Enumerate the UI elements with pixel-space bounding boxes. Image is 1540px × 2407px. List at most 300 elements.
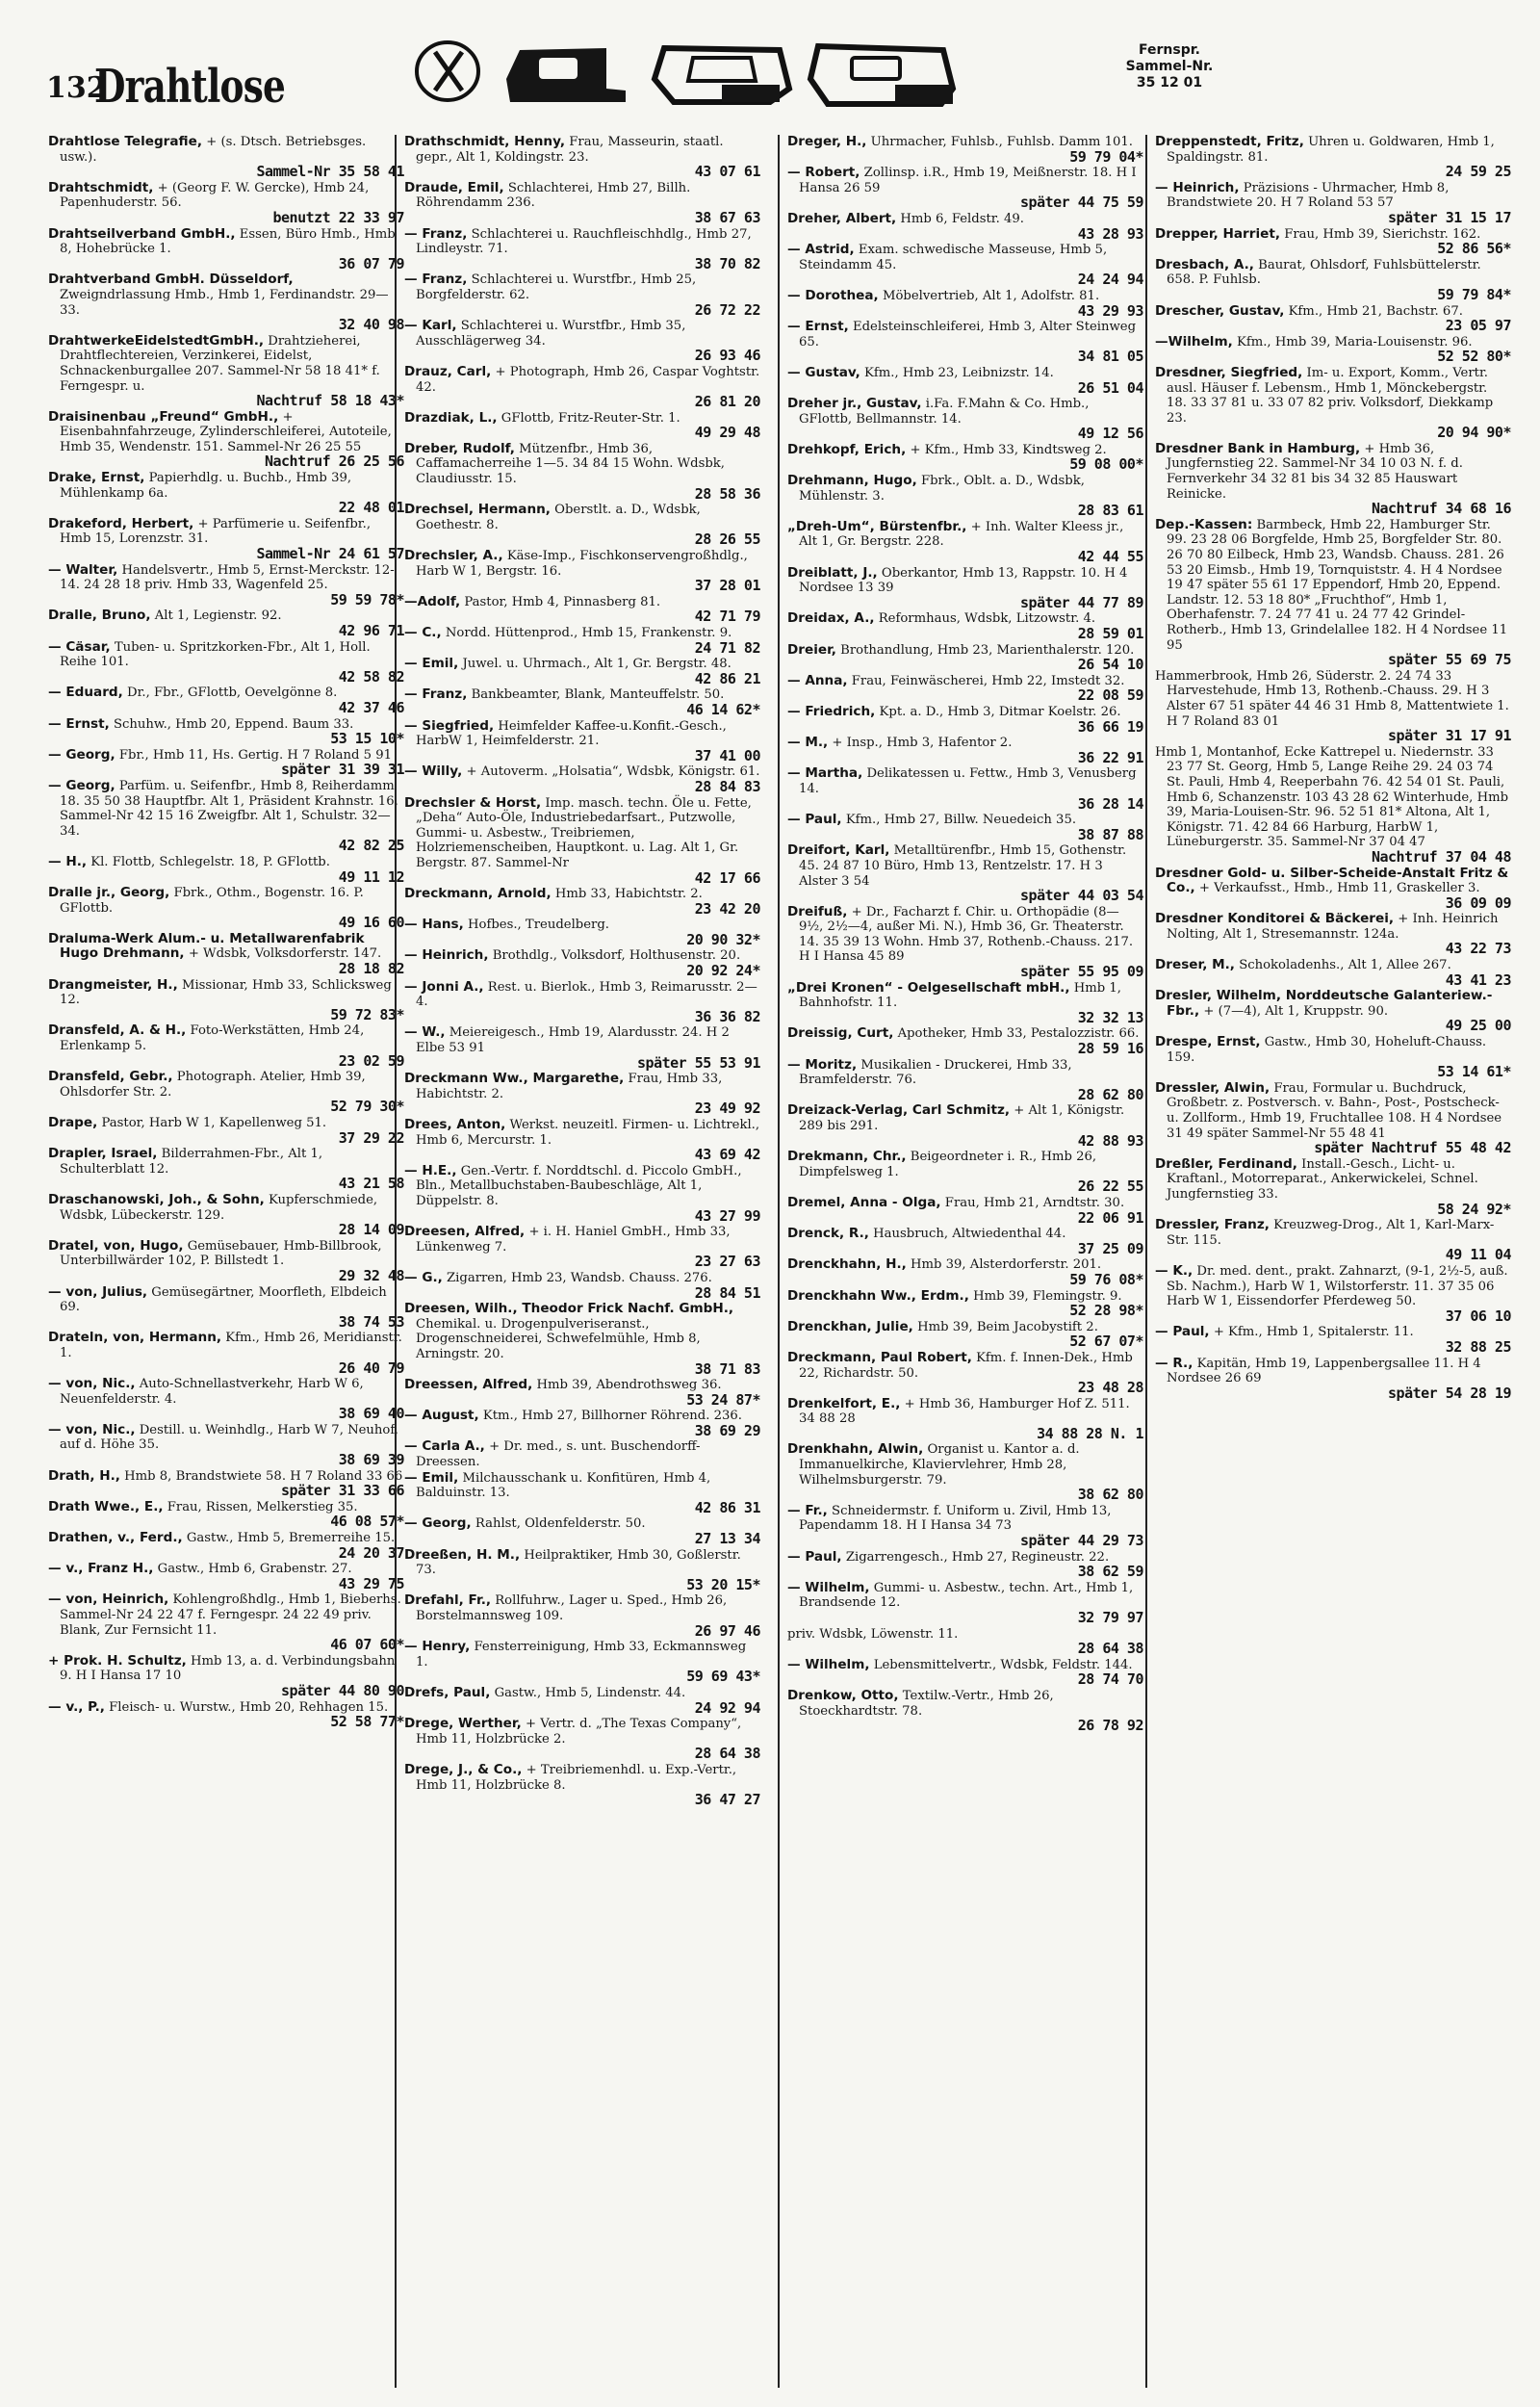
entry-text: Organist u. Kantor a. d. Immanuelkirche, Klaviervlehrer, Hmb 28, Wilhelmsburgerstr. 79. <box>799 1442 1080 1488</box>
directory-entry <box>48 563 404 608</box>
entry-phone: 26 97 46 <box>694 1621 760 1640</box>
entry-text: Fbr., Hmb 11, Hs. Gertig. H 7 Roland 5 91 <box>118 747 393 763</box>
directory-entry <box>787 289 1143 319</box>
entry-name: — Franz, <box>404 686 468 703</box>
entry-name: Dreier, <box>787 641 836 658</box>
entry-text: Oberstlt. a. D., Wdsbk, Goethestr. 8. <box>416 503 701 532</box>
entry-name: Drefs, Paul, <box>404 1684 491 1700</box>
directory-entry <box>404 549 760 594</box>
entry-phone: 34 81 05 <box>1077 348 1143 366</box>
entry-name: — Dorothea, <box>787 287 879 303</box>
entry-phone: 26 40 79 <box>338 1359 404 1377</box>
entry-phone: 37 41 00 <box>694 746 760 764</box>
column-divider <box>395 135 397 2388</box>
entry-name: Drege, J., & Co., <box>404 1761 523 1777</box>
entry-text: Frau, Formular u. Buchdruck, Großbetr. z. Postversch. v. Bahn-, Post-, Postscheck- u. Zollform., Hmb 19, Fruchtallee 108. H 4 Nordsee 31 49 später Sammel-Nr 55 48 41 <box>1167 1080 1502 1141</box>
directory-entry <box>787 1196 1143 1226</box>
entry-name: Drath, H., <box>48 1467 120 1484</box>
entry-name: — v., P., <box>48 1698 105 1715</box>
column-3 <box>787 135 1143 2388</box>
entry-name: — Hans, <box>404 917 464 933</box>
directory-entry <box>787 1227 1143 1256</box>
entry-phone: 34 88 28 N. 1 <box>1037 1424 1143 1442</box>
entry-name: — H., <box>48 853 88 869</box>
entry-text: + Insp., Hmb 3, Hafentor 2. <box>832 736 1013 751</box>
entry-text: Barmbeck, Hmb 22, Hamburger Str. 99. 23 28 06 Borgfelde, Hmb 25, Borgfelder Str. 80. 26 70 80 Eilbeck, Hmb 23, Wandsb. Chauss. 281. 26 53 20 Eimsb., Hmb 19, Tornquiststr. 4. H 4 Nordsee 19 47 später 55 61 17 Eppendorf, Hmb 20, Eppend. Landstr. 12. 53 18 80* „Fruchthof“, Hmb 1, Oberhafenstr. 7. 24 77 41 u. 24 77 42 Grindel-Rotherb., Hmb 13, Grindelallee 182. H 4 Nordsee 11 95 <box>1167 517 1508 653</box>
entry-phone: 43 41 23 <box>1445 971 1511 989</box>
entry-phone: 36 09 09 <box>1445 893 1511 912</box>
entry-text: Foto-Werkstätten, Hmb 24, Erlenkamp 5. <box>60 1023 365 1054</box>
directory-entry <box>48 779 404 854</box>
entry-name: — Siegfried, <box>404 717 495 734</box>
entry-text: Hmb 1, Bahnhofstr. 11. <box>799 980 1121 1011</box>
entry-phone: 26 81 20 <box>694 393 760 411</box>
entry-name: Dreifuß, <box>787 903 848 919</box>
directory-entry <box>1155 1325 1511 1355</box>
directory-entry <box>1155 669 1511 744</box>
entry-phone: 28 59 01 <box>1077 625 1143 642</box>
entry-phone: 53 14 61* <box>1437 1063 1511 1081</box>
directory-entry <box>48 717 404 747</box>
entry-phone: 43 29 75 <box>338 1574 404 1592</box>
directory-entry <box>1155 1035 1511 1080</box>
entry-text: Zollinsp. i.R., Hmb 19, Meißnerstr. 18. H I Hansa 26 59 <box>799 166 1137 195</box>
entry-phone: 42 86 31 <box>694 1498 760 1516</box>
entry-phone: 26 72 22 <box>694 300 760 319</box>
entry-name: Drespe, Ernst, <box>1155 1034 1261 1050</box>
entry-phone: Nachtruf 34 68 16 <box>1371 500 1511 518</box>
directory-entry <box>48 608 404 638</box>
entry-text: Hmb 39, Alsterdorferstr. 201. <box>911 1257 1102 1273</box>
entry-phone: später 55 53 91 <box>637 1053 760 1072</box>
entry-name: — M., <box>787 735 829 751</box>
entry-text: Bilderrahmen-Fbr., Alt 1, Schulterblatt 12. <box>60 1147 323 1177</box>
entry-phone: benutzt 22 33 97 <box>272 208 404 226</box>
entry-text: Fleisch- u. Wurstw., Hmb 20, Rehhagen 15. <box>109 1699 389 1715</box>
entry-name: —Adolf, <box>404 593 461 609</box>
entry-name: Dresdner, Siegfried, <box>1155 364 1303 380</box>
directory-entry <box>787 320 1143 365</box>
entry-phone: 43 27 99 <box>694 1206 760 1225</box>
entry-text: Delikatessen u. Fettw., Hmb 3, Venusberg 14. <box>799 766 1137 796</box>
entry-name: Draisinenbau „Freund“ GmbH., <box>48 408 279 425</box>
directory-entry <box>48 640 404 686</box>
entry-name: — Martha, <box>787 765 863 782</box>
directory-entry <box>48 1377 404 1422</box>
directory-entry <box>787 243 1143 288</box>
entry-phone: 28 83 61 <box>1077 502 1143 520</box>
directory-entry <box>787 1504 1143 1549</box>
directory-entry <box>787 813 1143 842</box>
entry-text: Käse-Imp., Fischkonservengroßhdlg., Harb W 1, Bergstr. 16. <box>416 549 748 579</box>
entry-text: Gastw., Hmb 5, Lindenstr. 44. <box>494 1685 686 1700</box>
entry-name: Dreizack-Verlag, Carl Schmitz, <box>787 1102 1011 1119</box>
entry-text: + Treibriemenhdl. u. Exp.-Vertr., Hmb 11, Holzbrücke 8. <box>416 1762 737 1793</box>
entry-text: Metalltürenfbr., Hmb 15, Gothenstr. 45. 24 87 10 Büro, Hmb 13, Rentzelstr. 17. H 3 Alster 3 54 <box>799 843 1127 889</box>
entry-text: + Photograph, Hmb 26, Caspar Voghtstr. 42. <box>416 364 760 395</box>
entry-name: Dransfeld, Gebr., <box>48 1069 173 1085</box>
entry-text: Edelsteinschleiferei, Hmb 3, Alter Steinweg 65. <box>799 320 1137 349</box>
directory-entry <box>404 181 760 226</box>
entry-name: — Ernst, <box>48 715 110 732</box>
entry-name: — G., <box>404 1269 443 1285</box>
entry-name: — Georg, <box>48 746 116 763</box>
entry-phone: Nachtruf 58 18 43* <box>256 392 404 410</box>
entry-text: + Hmb 36, Hamburger Hof Z. 511. 34 88 28 <box>799 1396 1130 1427</box>
entry-name: Drescher, Gustav, <box>1155 302 1285 319</box>
entry-name: — Emil, <box>404 1469 459 1486</box>
entry-text: Textilw.-Vertr., Hmb 26, Stoeckhardtstr. 78. <box>799 1688 1054 1719</box>
entry-phone: 42 17 66 <box>694 868 760 887</box>
directory-entry <box>48 1285 404 1331</box>
directory-entry <box>787 566 1143 611</box>
entry-text: Bankbeamter, Blank, Manteuffelstr. 50. <box>471 687 725 703</box>
directory-entry <box>48 1239 404 1284</box>
entry-phone: 28 59 16 <box>1077 1040 1143 1058</box>
directory-entry <box>1155 518 1511 668</box>
entry-name: Drangmeister, H., <box>48 976 178 993</box>
entry-text: + Wdsbk, Volksdorferstr. 147. <box>188 946 382 962</box>
entry-phone: 43 28 93 <box>1077 224 1143 243</box>
entry-name: Drechsler & Horst, <box>404 794 542 811</box>
entry-name: — Wilhelm, <box>787 1579 870 1595</box>
entry-phone: 22 48 01 <box>338 499 404 517</box>
entry-phone: Nachtruf 26 25 56 <box>264 453 404 471</box>
directory-entry <box>404 948 760 978</box>
directory-entry <box>404 1225 760 1270</box>
entry-phone: später 55 95 09 <box>1020 963 1143 981</box>
entry-text: Missionar, Hmb 33, Schlicksweg 12. <box>60 977 392 1008</box>
directory-entry <box>404 1686 760 1716</box>
directory-entry <box>787 705 1143 735</box>
directory-entry <box>48 1331 404 1376</box>
entry-phone: später 31 15 17 <box>1388 208 1511 226</box>
entry-text: Hmb 13, a. d. Verbindungsbahn 9. H I Hansa 17 10 <box>60 1653 396 1684</box>
entry-text: Brothdlg., Volksdorf, Holthusenstr. 20. <box>492 948 741 964</box>
entry-name: Drehkopf, Erich, <box>787 441 907 457</box>
entry-text: Dr. med. dent., prakt. Zahnarzt, (9-1, 2½-5, auß. Sb. Nachm.), Harb W 1, Wilstorferstr. 11. 37 35 06 Harb W 1, Eissendorfer Pferdeweg 50. <box>1167 1263 1508 1309</box>
directory-entry <box>48 334 404 409</box>
entry-phone: 22 08 59 <box>1077 686 1143 705</box>
entry-text: Kfm. f. Innen-Dek., Hmb 22, Richardstr. 50. <box>799 1350 1133 1381</box>
directory-entry <box>1155 366 1511 441</box>
entry-text: Lebensmittelvertr., Wdsbk, Feldstr. 144. <box>873 1657 1133 1672</box>
entry-name: Dreber, Rudolf, <box>404 440 515 456</box>
entry-phone: 32 32 13 <box>1077 1008 1143 1026</box>
entry-text: Gen.-Vertr. f. Norddtschl. d. Piccolo GmbH., Bln., Metallbuchstaben-Baubeschläge, Alt 1, Düppelstr. 8. <box>416 1163 742 1208</box>
directory-entry <box>48 1654 404 1699</box>
entry-phone: später Nachtruf 55 48 42 <box>1314 1139 1511 1157</box>
entry-phone: 59 08 00* <box>1069 455 1143 474</box>
directory-entry <box>48 227 404 272</box>
entry-phone: 20 94 90* <box>1437 424 1511 442</box>
directory-entry <box>48 978 404 1023</box>
entry-phone: 28 18 82 <box>338 960 404 978</box>
car-logo-2 <box>654 48 789 102</box>
directory-entry <box>787 1658 1143 1688</box>
entry-phone: 38 69 29 <box>694 1421 760 1439</box>
entry-text: + Kfm., Hmb 1, Spitalerstr. 11. <box>1213 1325 1414 1340</box>
directory-entry <box>1155 958 1511 988</box>
entry-phone: 43 22 73 <box>1445 940 1511 958</box>
entry-phone: 23 42 20 <box>694 899 760 918</box>
entry-name: Drenkhahn, Alwin, <box>787 1441 924 1458</box>
entry-phone: 28 74 70 <box>1077 1670 1143 1689</box>
entry-name: — Fr., <box>787 1502 828 1518</box>
entry-phone: später 44 75 59 <box>1020 194 1143 212</box>
entry-phone: 42 82 25 <box>338 837 404 855</box>
entry-text: Auto-Schnellastverkehr, Harb W 6, Neuenfelderstr. 4. <box>60 1377 364 1407</box>
directory-entry <box>404 719 760 764</box>
entry-text: Frau, Hmb 33, Habichtstr. 2. <box>416 1072 723 1101</box>
entry-name: Drazdiak, L., <box>404 409 498 426</box>
entry-phone: 59 76 08* <box>1069 1270 1143 1288</box>
entry-name: Drateln, von, Hermann, <box>48 1330 222 1346</box>
directory-entry <box>787 843 1143 903</box>
entry-name: Drege, Werther, <box>404 1716 522 1732</box>
entry-phone: 36 66 19 <box>1077 717 1143 736</box>
entry-phone: 36 07 79 <box>338 254 404 272</box>
entry-name: — Franz, <box>404 225 468 242</box>
entry-phone: 32 88 25 <box>1445 1337 1511 1356</box>
entry-phone: 46 14 62* <box>686 700 760 718</box>
entry-phone: 20 92 24* <box>686 962 760 980</box>
entry-phone: 38 62 59 <box>1077 1563 1143 1581</box>
page-title: Drahtlose <box>94 60 286 114</box>
directory-entry <box>404 1072 760 1117</box>
entry-name: Dreckmann Ww., Margarethe, <box>404 1071 625 1087</box>
directory-entry <box>1155 1157 1511 1217</box>
entry-phone: 46 07 60* <box>330 1636 404 1654</box>
entry-phone: 24 92 94 <box>694 1698 760 1717</box>
entry-text: i.Fa. F.Mahn & Co. Hmb., GFlottb, Bellmannstr. 14. <box>799 397 1090 427</box>
entry-phone: 49 12 56 <box>1077 425 1143 443</box>
monogram-logo <box>417 42 478 100</box>
entry-name: Drechsel, Hermann, <box>404 502 551 518</box>
entry-phone: 42 37 46 <box>338 698 404 716</box>
entry-name: Dressler, Franz, <box>1155 1217 1270 1233</box>
entry-phone: 43 21 58 <box>338 1175 404 1193</box>
directory-entry <box>404 1025 760 1071</box>
directory-entry <box>787 1058 1143 1103</box>
entry-phone: 42 58 82 <box>338 667 404 686</box>
directory-entry <box>1155 227 1511 257</box>
directory-entry <box>787 1581 1143 1626</box>
entry-name: Dresdner Gold- u. Silber-Scheide-Anstalt Fritz & Co., <box>1155 865 1509 896</box>
entry-text: + Kfm., Hmb 33, Kindtsweg 2. <box>910 442 1107 457</box>
entry-text: Pastor, Hmb 4, Pinnasberg 81. <box>464 594 661 609</box>
entry-name: Dreger, H., <box>787 135 867 149</box>
entry-name: Drenkelfort, E., <box>787 1395 901 1411</box>
directory-entry <box>787 1442 1143 1502</box>
entry-phone: 43 69 42 <box>694 1146 760 1164</box>
entry-name: Dreher jr., Gustav, <box>787 396 922 412</box>
entry-name: — Paul, <box>1155 1324 1210 1340</box>
directory-entry <box>404 980 760 1025</box>
entry-name: — Wilhelm, <box>787 1656 870 1672</box>
entry-text: Hmb 1, Montanhof, Ecke Kattrepel u. Niedernstr. 33 23 77 St. Georg, Hmb 5, Lange Reihe 29. 24 03 74 St. Pauli, Hmb 4, Reeperbahn 76. 42 54 01 St. Pauli, Hmb 6, Schanzenstr. 103 43 28 62 Winterhude, Hmb 39, Maria-Louisen-Str. 96. 52 51 81* Altona, Alt 1, Königstr. 71. 42 84 66 Harburg, HarbW 1, Lüneburgerstr. 35. Sammel-Nr 37 04 47 <box>1155 744 1509 850</box>
directory-entry <box>787 1550 1143 1580</box>
entry-text: priv. Wdsbk, Löwenstr. 11. <box>787 1626 959 1642</box>
entry-phone: 59 79 04* <box>1069 147 1143 166</box>
entry-name: Dreppenstedt, Fritz, <box>1155 135 1304 149</box>
entry-name: Drape, <box>48 1115 98 1130</box>
entry-phone: 32 79 97 <box>1077 1609 1143 1626</box>
entry-text: Gastw., Hmb 6, Grabenstr. 27. <box>157 1562 352 1577</box>
entry-name: DrahtwerkeEidelstedtGmbH., <box>48 332 265 349</box>
entry-text: Schlachterei u. Wurstfbr., Hmb 35, Ausschlägerweg 34. <box>416 319 686 349</box>
directory-entry <box>404 1640 760 1685</box>
entry-text: Kpt. a. D., Hmb 3, Ditmar Koelstr. 26. <box>879 704 1121 719</box>
entry-name: Draude, Emil, <box>404 179 504 195</box>
directory-entry <box>1155 258 1511 303</box>
fernspr-label: Fernspr. <box>1139 42 1200 58</box>
directory-entry <box>787 397 1143 442</box>
entry-name: — Jonni A., <box>404 978 484 995</box>
entry-phone: 52 79 30* <box>330 1098 404 1116</box>
entry-text: Drahtzieherei, Drahtflechtereien, Verzinkerei, Eidelst, Schnackenburgallee 207. Sammel-Nr 58 18 41* f. Ferngespr. u. <box>60 333 380 394</box>
entry-phone: 28 62 80 <box>1077 1085 1143 1103</box>
sammel-label: Sammel-Nr. <box>1125 59 1214 74</box>
entry-text: Rollfuhrw., Lager u. Sped., Hmb 26, Borstelmannsweg 109. <box>416 1593 728 1623</box>
entry-phone: 23 02 59 <box>338 1051 404 1070</box>
entry-phone: 59 59 78* <box>330 590 404 608</box>
directory-entry <box>1155 745 1511 866</box>
entry-phone: 52 52 80* <box>1437 348 1511 366</box>
entry-text: Kfm., Hmb 27, Billw. Neuedeich 35. <box>845 813 1077 828</box>
column-divider <box>1145 135 1147 2388</box>
entry-text: + (s. Dtsch. Betriebsges. usw.). <box>60 135 367 165</box>
entry-name: — Franz, <box>404 272 468 288</box>
entry-phone: 59 69 43* <box>686 1668 760 1686</box>
entry-phone: 37 25 09 <box>1077 1239 1143 1257</box>
directory-entry <box>1155 304 1511 334</box>
directory-entry <box>404 1271 760 1301</box>
entry-name: Dep.-Kassen: <box>1155 516 1253 532</box>
entry-phone: 42 44 55 <box>1077 548 1143 566</box>
directory-entry <box>404 687 760 717</box>
directory-entry <box>48 1500 404 1530</box>
entry-name: Drehmann, Hugo, <box>787 473 917 489</box>
entry-phone: 36 28 14 <box>1077 794 1143 813</box>
directory-entry <box>787 1150 1143 1195</box>
entry-phone: 24 24 94 <box>1077 271 1143 289</box>
directory-entry <box>787 1103 1143 1149</box>
entry-text: Baurat, Ohlsdorf, Fuhlsbüttelerstr. 658. P. Fuhlsb. <box>1167 257 1481 288</box>
entry-text: + Parfümerie u. Seifenfbr., Hmb 15, Lorenzstr. 31. <box>60 516 372 547</box>
entry-phone: Nachtruf 37 04 48 <box>1371 847 1511 866</box>
entry-phone: 49 11 12 <box>338 867 404 886</box>
entry-name: — von, Nic., <box>48 1376 136 1392</box>
directory-entry <box>787 674 1143 704</box>
directory-entry <box>48 1592 404 1652</box>
directory-entry <box>404 1164 760 1224</box>
entry-name: Drenckhan, Julie, <box>787 1318 913 1334</box>
entry-name: Drekmann, Chr., <box>787 1149 907 1165</box>
fernspr-box <box>1121 42 1218 91</box>
entry-text: Fbrk., Othm., Bogenstr. 16. P. GFlottb. <box>60 886 364 916</box>
entry-name: — Henry, <box>404 1639 471 1655</box>
entry-text: Nordd. Hüttenprod., Hmb 15, Frankenstr. 9. <box>445 626 732 640</box>
directory-entry <box>787 766 1143 812</box>
entry-text: Juwel. u. Uhrmach., Alt 1, Gr. Bergstr. 48. <box>462 657 732 672</box>
entry-text: Parfüm. u. Seifenfbr., Hmb 8, Reiherdamm 18. 35 50 38 Hauptfbr. Alt 1, Präsident Krahnstr. 16. Sammel-Nr 42 15 16 Zweigfbr. Alt 1, Schulstr. 32—34. <box>60 778 398 839</box>
entry-phone: 28 26 55 <box>694 531 760 549</box>
entry-text: Hmb 39, Abendrothsweg 36. <box>536 1378 722 1393</box>
directory-entry <box>787 166 1143 211</box>
entry-name: Dresdner Bank in Hamburg, <box>1155 440 1361 456</box>
entry-text: Imp. masch. techn. Öle u. Fette, „Deha“ Auto-Öle, Industriebedarfsart., Putzwolle, Gummi- u. Asbestw., Treibriemen, Holzriemenscheiben, Hauptkont. u. Lag. Alt 1, Gr. Bergstr. 87. Sammel-Nr <box>416 795 752 870</box>
entry-text: Tuben- u. Spritzkorken-Fbr., Alt 1, Holl. Reihe 101. <box>60 639 371 670</box>
entry-name: — C., <box>404 625 442 640</box>
directory-entry <box>787 366 1143 396</box>
directory-entry <box>787 1397 1143 1442</box>
directory-entry <box>48 748 404 778</box>
entry-text: Gummi- u. Asbestw., techn. Art., Hmb 1, Brandsende 12. <box>799 1580 1134 1611</box>
entry-text: Kohlengroßhdlg., Hmb 1, Bieberhs. Sammel-Nr 24 22 47 f. Ferngespr. 24 22 49 priv. Blank, Zur Fernsicht 11. <box>60 1592 401 1638</box>
directory-entry <box>787 1289 1143 1319</box>
directory-entry <box>48 1147 404 1192</box>
entry-text: + (Georg F. W. Gercke), Hmb 24, Papenhuderstr. 56. <box>60 180 370 211</box>
entry-name: — R., <box>1155 1355 1194 1371</box>
entry-text: Zigarren, Hmb 23, Wandsb. Chauss. 276. <box>447 1270 712 1285</box>
directory-entry <box>1155 335 1511 365</box>
entry-phone: 29 32 48 <box>338 1266 404 1284</box>
entry-text: Kfm., Hmb 21, Bachstr. 67. <box>1288 303 1463 319</box>
entry-phone: 52 86 56* <box>1437 240 1511 258</box>
entry-name: Dreckmann, Paul Robert, <box>787 1349 972 1365</box>
directory-entry <box>404 1118 760 1163</box>
car-logo-3 <box>810 46 953 104</box>
entry-text: Alt 1, Legienstr. 92. <box>154 608 282 624</box>
directory-entry <box>1155 989 1511 1034</box>
entry-text: Schneidermstr. f. Uniform u. Zivil, Hmb 13, Papendamm 18. H I Hansa 34 73 <box>799 1503 1112 1534</box>
entry-phone: 36 22 91 <box>1077 748 1143 766</box>
entry-name: Dreidax, A., <box>787 610 875 627</box>
entry-name: Dreiblatt, J., <box>787 564 878 581</box>
entry-text: Brothandlung, Hmb 23, Marienthalerstr. 120. <box>840 642 1135 658</box>
directory-entry <box>787 1689 1143 1734</box>
directory-entry <box>48 855 404 885</box>
directory-entry <box>404 272 760 318</box>
entry-text: Kfm., Hmb 26, Meridianstr. 1. <box>60 1331 402 1360</box>
directory-entry <box>48 886 404 931</box>
directory-entry <box>404 1516 760 1546</box>
entry-text: Kupferschmiede, Wdsbk, Lübeckerstr. 129. <box>60 1192 378 1223</box>
entry-name: — Gustav, <box>787 364 860 380</box>
directory-entry <box>787 520 1143 565</box>
car-logo-1 <box>506 48 626 102</box>
entry-name: Dremel, Anna - Olga, <box>787 1194 941 1210</box>
entry-phone: 23 48 28 <box>1077 1379 1143 1397</box>
column-4 <box>1155 135 1511 2388</box>
entry-text: Zweigndrlassung Hmb., Hmb 1, Ferdinandstr. 29—33. <box>60 287 389 318</box>
entry-name: — Moritz, <box>787 1056 858 1073</box>
entry-text: Exam. schwedische Masseuse, Hmb 5, Steindamm 45. <box>799 243 1108 272</box>
entry-name: Drenckhahn, H., <box>787 1256 907 1273</box>
entry-name: Dralle jr., Georg, <box>48 885 170 901</box>
directory-entry <box>404 365 760 410</box>
entry-phone: 52 28 98* <box>1069 1302 1143 1320</box>
entry-phone: 26 54 10 <box>1077 656 1143 674</box>
entry-name: — Robert, <box>787 165 860 181</box>
entry-name: Drenkow, Otto, <box>787 1687 899 1703</box>
entry-name: —Wilhelm, <box>1155 333 1233 349</box>
entry-name: — Carla A., <box>404 1438 485 1455</box>
entry-text: Schokoladenhs., Alt 1, Allee 267. <box>1239 958 1451 973</box>
entry-text: Mützenfbr., Hmb 36, Caffamacherreihe 1—5. 34 84 15 Wohn. Wdsbk, Claudiusstr. 15. <box>416 441 725 487</box>
entry-phone: 53 15 10* <box>330 730 404 748</box>
